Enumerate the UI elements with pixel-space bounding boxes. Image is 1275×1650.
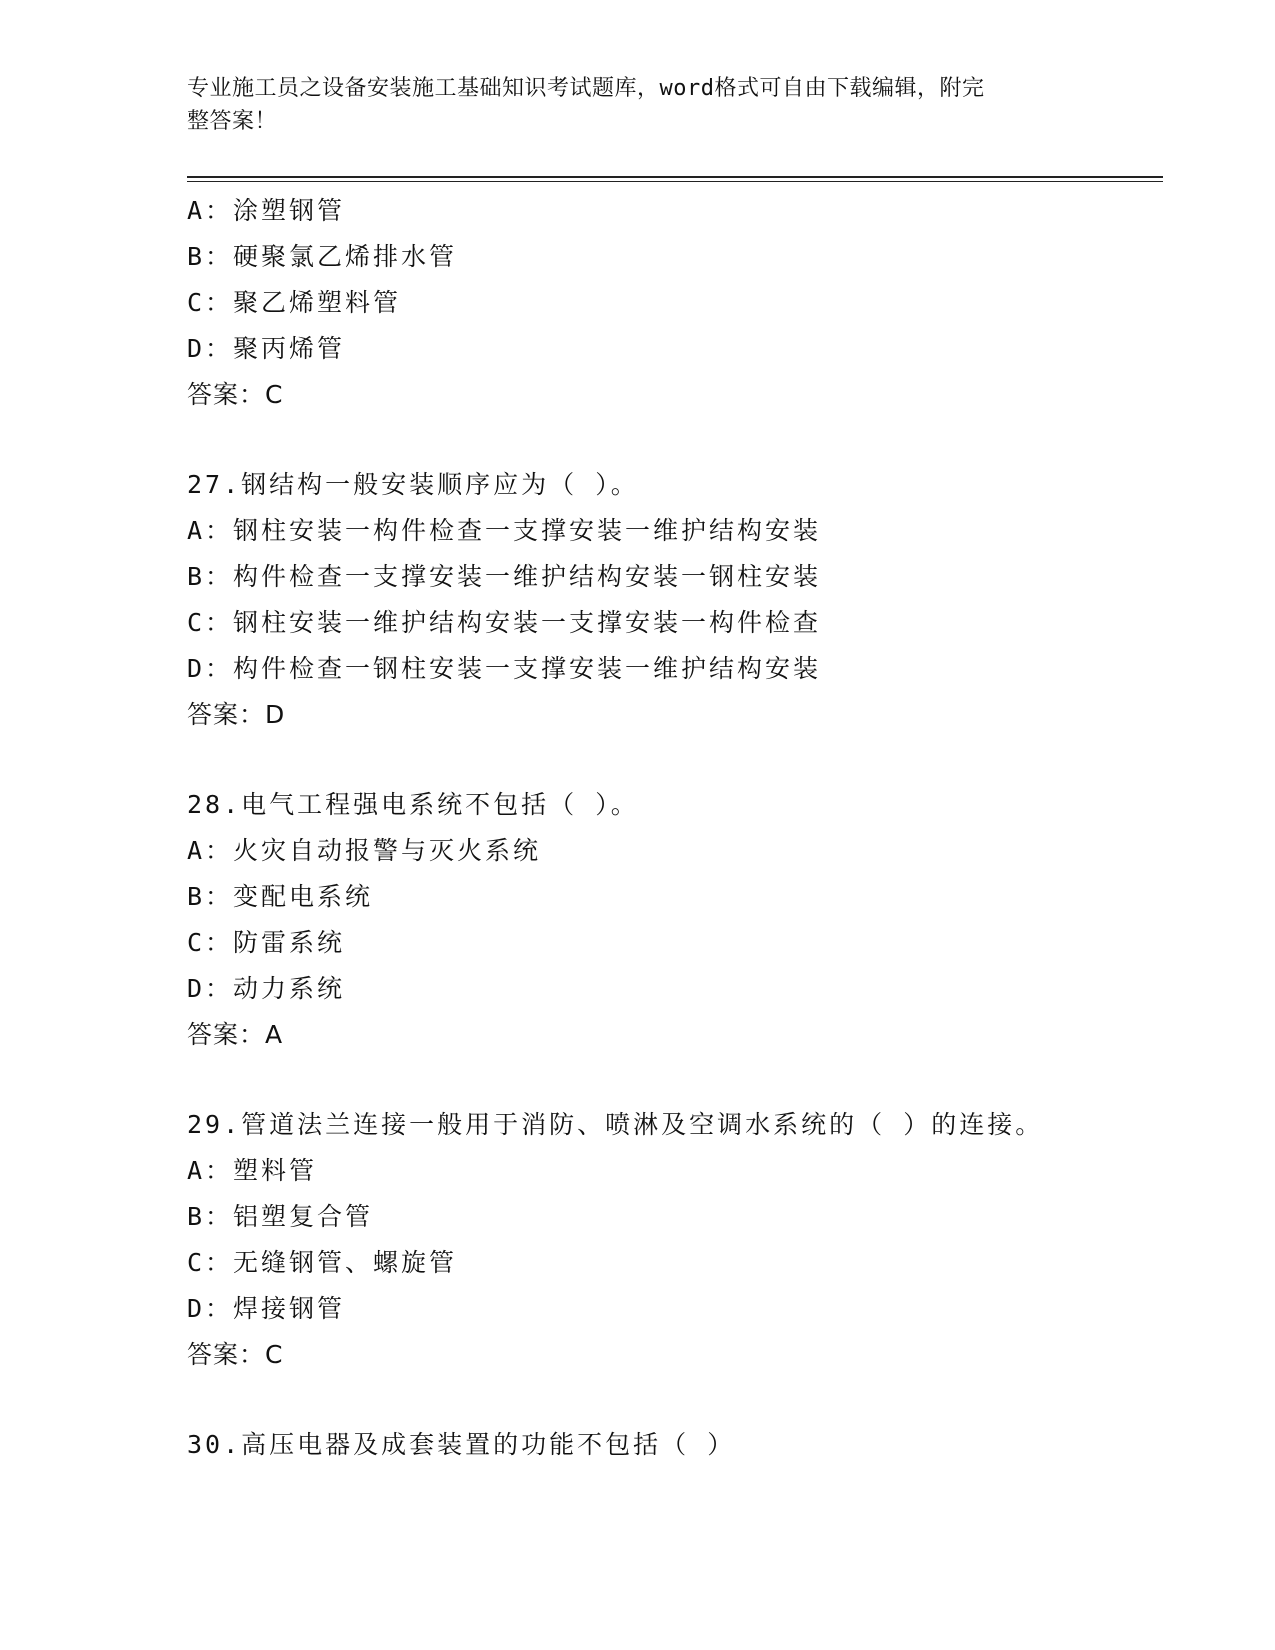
question-spacer — [187, 1058, 1163, 1102]
question-stem: 30.高压电器及成套装置的功能不包括（ ） — [187, 1430, 736, 1459]
option-d: D：动力系统 — [187, 974, 346, 1003]
question-27 — [187, 462, 1163, 738]
question-28 — [187, 782, 1163, 1058]
option-a: A：塑料管 — [187, 1156, 318, 1185]
option-d: D：焊接钢管 — [187, 1294, 346, 1323]
answer-line: 答案：D — [187, 700, 286, 729]
question-29 — [187, 1102, 1163, 1378]
question-spacer — [187, 1378, 1163, 1422]
document-header — [187, 72, 1087, 138]
option-a: A：火灾自动报警与灭火系统 — [187, 836, 542, 865]
option-d: D：构件检查一钢柱安装一支撑安装一维护结构安装 — [187, 654, 822, 683]
question-spacer — [187, 418, 1163, 462]
question-list — [187, 188, 1163, 1468]
question-spacer — [187, 738, 1163, 782]
option-b: B：构件检查一支撑安装一维护结构安装一钢柱安装 — [187, 562, 822, 591]
header-line-1: 专业施工员之设备安装施工基础知识考试题库，word格式可自由下载编辑，附完 — [187, 76, 985, 101]
option-c: C：聚乙烯塑料管 — [187, 288, 402, 317]
question-26 — [187, 188, 1163, 418]
answer-line: 答案：C — [187, 1340, 284, 1369]
header-rule-thin — [187, 181, 1163, 182]
option-a: A：涂塑钢管 — [187, 196, 346, 225]
question-30 — [187, 1422, 1163, 1468]
question-stem: 29.管道法兰连接一般用于消防、喷淋及空调水系统的（ ）的连接。 — [187, 1110, 1044, 1139]
question-stem: 27.钢结构一般安装顺序应为（ ）。 — [187, 470, 639, 499]
answer-line: 答案：A — [187, 1020, 284, 1049]
option-c: C：防雷系统 — [187, 928, 346, 957]
option-b: B：铝塑复合管 — [187, 1202, 374, 1231]
option-c: C：钢柱安装一维护结构安装一支撑安装一构件检查 — [187, 608, 822, 637]
option-d: D：聚丙烯管 — [187, 334, 346, 363]
option-c: C：无缝钢管、螺旋管 — [187, 1248, 458, 1277]
header-rule-thick — [187, 176, 1163, 178]
option-b: B：变配电系统 — [187, 882, 374, 911]
option-b: B：硬聚氯乙烯排水管 — [187, 242, 458, 271]
question-stem: 28.电气工程强电系统不包括（ ）。 — [187, 790, 639, 819]
answer-line: 答案：C — [187, 380, 284, 409]
header-line-2: 整答案！ — [187, 109, 278, 134]
option-a: A：钢柱安装一构件检查一支撑安装一维护结构安装 — [187, 516, 822, 545]
